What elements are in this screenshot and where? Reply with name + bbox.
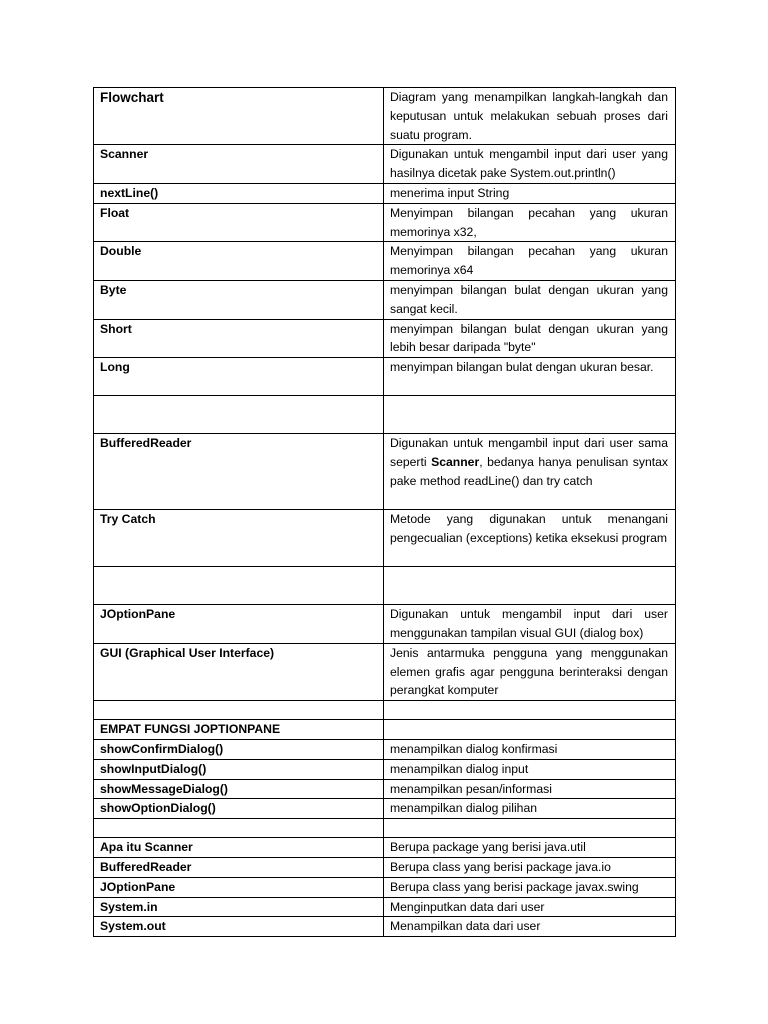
table-row bbox=[94, 396, 676, 434]
table-row bbox=[94, 917, 676, 937]
table-row bbox=[94, 510, 676, 567]
term-cell: showOptionDialog() bbox=[94, 799, 384, 819]
table-row bbox=[94, 203, 676, 242]
term-cell: nextLine() bbox=[94, 183, 384, 203]
table-row bbox=[94, 280, 676, 319]
term-cell: GUI (Graphical User Interface) bbox=[94, 643, 384, 700]
description-cell: Digunakan untuk mengambil input dari user menggunakan tampilan visual GUI (dialog box) bbox=[384, 605, 676, 644]
term-cell: JOptionPane bbox=[94, 877, 384, 897]
keyword-scanner: Scanner bbox=[431, 454, 480, 469]
term-cell: Flowchart bbox=[94, 88, 384, 145]
term-cell: Short bbox=[94, 319, 384, 358]
table-row bbox=[94, 358, 676, 396]
description-text: , bedanya hanya penulisan syntax pake method readLine() dan try catch bbox=[390, 454, 668, 488]
description-cell: menampilkan pesan/informasi bbox=[384, 779, 676, 799]
term-cell: Float bbox=[94, 203, 384, 242]
table-row bbox=[94, 434, 676, 510]
description-cell: Diagram yang menampilkan langkah-langkah dan keputusan untuk melakukan sebuah proses dari suatu program. bbox=[384, 88, 676, 145]
table-row bbox=[94, 838, 676, 858]
description-cell bbox=[384, 701, 676, 720]
description-cell: Menyimpan bilangan pecahan yang ukuran memorinya x32, bbox=[384, 203, 676, 242]
term-cell: Byte bbox=[94, 280, 384, 319]
table-row bbox=[94, 799, 676, 819]
description-cell: menampilkan dialog input bbox=[384, 759, 676, 779]
term-cell: System.in bbox=[94, 897, 384, 917]
description-cell: Menampilkan data dari user bbox=[384, 917, 676, 937]
description-text: Digunakan untuk mengambil input dari user sama seperti bbox=[390, 436, 668, 469]
term-cell: showMessageDialog() bbox=[94, 779, 384, 799]
table-row bbox=[94, 88, 676, 145]
section-heading: EMPAT FUNGSI JOPTIONPANE bbox=[94, 720, 384, 740]
table-row bbox=[94, 183, 676, 203]
term-cell bbox=[94, 567, 384, 605]
description-cell: menampilkan dialog pilihan bbox=[384, 799, 676, 819]
table-row bbox=[94, 759, 676, 779]
table-row bbox=[94, 605, 676, 644]
term-cell: showConfirmDialog() bbox=[94, 739, 384, 759]
description-cell bbox=[384, 819, 676, 838]
glossary-table bbox=[93, 87, 676, 937]
description-cell: Berupa package yang berisi java.util bbox=[384, 838, 676, 858]
description-cell: menampilkan dialog konfirmasi bbox=[384, 739, 676, 759]
table-row bbox=[94, 145, 676, 184]
table-row bbox=[94, 739, 676, 759]
table-row bbox=[94, 701, 676, 720]
description-cell bbox=[384, 396, 676, 434]
description-cell: Metode yang digunakan untuk menangani pengecualian (exceptions) ketika eksekusi program bbox=[384, 510, 676, 567]
term-cell: Scanner bbox=[94, 145, 384, 184]
table-row bbox=[94, 897, 676, 917]
table-row bbox=[94, 857, 676, 877]
table-row bbox=[94, 779, 676, 799]
description-cell: menyimpan bilangan bulat dengan ukuran yang sangat kecil. bbox=[384, 280, 676, 319]
term-cell: Double bbox=[94, 242, 384, 281]
term-cell: System.out bbox=[94, 917, 384, 937]
description-cell bbox=[384, 720, 676, 740]
description-cell bbox=[384, 567, 676, 605]
description-cell: Jenis antarmuka pengguna yang menggunakan elemen grafis agar pengguna berinteraksi dengan perangkat komputer bbox=[384, 643, 676, 700]
term-cell: JOptionPane bbox=[94, 605, 384, 644]
table-row bbox=[94, 643, 676, 700]
description-cell: Menyimpan bilangan pecahan yang ukuran memorinya x64 bbox=[384, 242, 676, 281]
description-cell: menyimpan bilangan bulat dengan ukuran besar. bbox=[384, 358, 676, 396]
table-row bbox=[94, 720, 676, 740]
term-cell: BufferedReader bbox=[94, 434, 384, 510]
description-cell: Digunakan untuk mengambil input dari user yang hasilnya dicetak pake System.out.println() bbox=[384, 145, 676, 184]
table-row bbox=[94, 877, 676, 897]
term-cell: Apa itu Scanner bbox=[94, 838, 384, 858]
table-row bbox=[94, 242, 676, 281]
table-row bbox=[94, 819, 676, 838]
description-cell: Berupa class yang berisi package javax.swing bbox=[384, 877, 676, 897]
term-cell: Long bbox=[94, 358, 384, 396]
table-row bbox=[94, 319, 676, 358]
description-cell: menerima input String bbox=[384, 183, 676, 203]
description-cell: menyimpan bilangan bulat dengan ukuran yang lebih besar daripada "byte" bbox=[384, 319, 676, 358]
term-cell bbox=[94, 819, 384, 838]
term-cell bbox=[94, 701, 384, 720]
description-cell bbox=[384, 434, 676, 510]
table-row bbox=[94, 567, 676, 605]
description-cell: Menginputkan data dari user bbox=[384, 897, 676, 917]
description-cell: Berupa class yang berisi package java.io bbox=[384, 857, 676, 877]
term-cell: showInputDialog() bbox=[94, 759, 384, 779]
term-cell bbox=[94, 396, 384, 434]
term-cell: Try Catch bbox=[94, 510, 384, 567]
term-cell: BufferedReader bbox=[94, 857, 384, 877]
